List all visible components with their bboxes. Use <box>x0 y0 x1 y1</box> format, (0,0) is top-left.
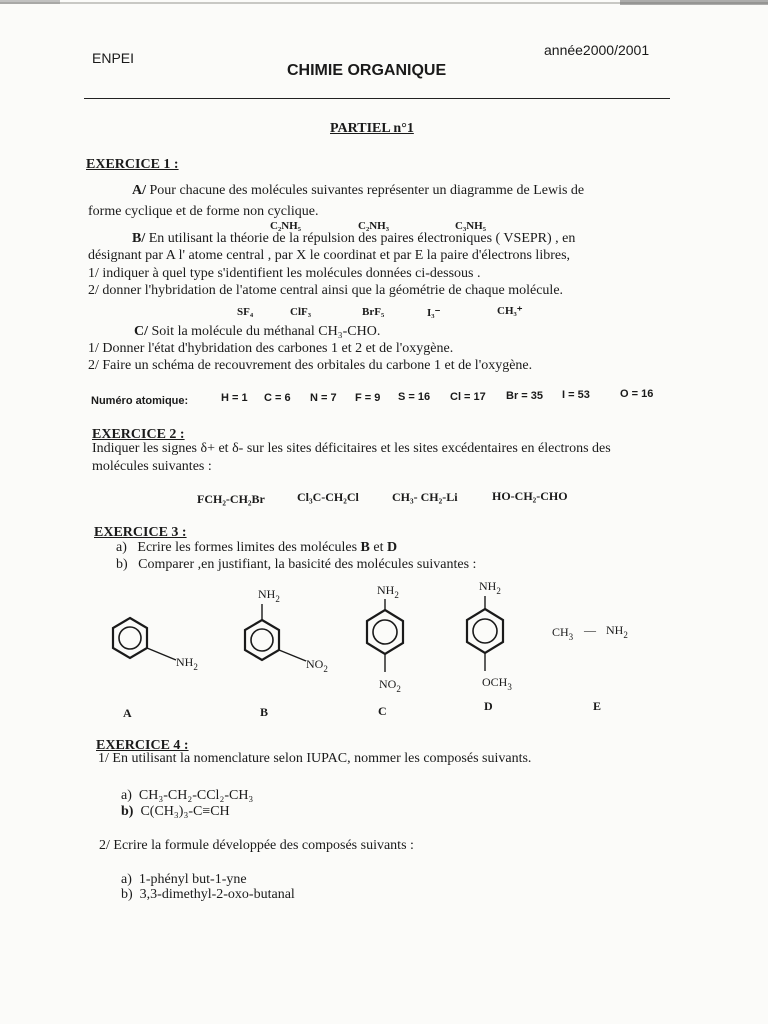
atomic-number-h: H = 1 <box>221 392 248 404</box>
ex1-title: EXERCICE 1 : <box>86 157 179 172</box>
vsepr-molecule-4: I₃⁻ <box>427 307 441 319</box>
atomic-number-br: Br = 35 <box>506 390 543 402</box>
molecule-e-bond: — <box>584 623 596 637</box>
atomic-number-o: O = 16 <box>620 388 654 400</box>
molecule-d-och3: $OCH_3$ <box>482 675 512 692</box>
benzene-ring-b <box>245 620 279 660</box>
atomic-number-i: I = 53 <box>562 389 590 401</box>
ex1-c-label: C/ <box>134 324 148 339</box>
ex1-a-line1: A/ Pour chacune des molécules suivantes représenter un diagramme de Lewis de <box>132 183 585 198</box>
ex1-b-line1: B/ En utilisant la théorie de la répulsion des paires électroniques ( VSEPR) , en <box>132 231 576 246</box>
ex1-molecule-3: C₃NH₅ <box>455 220 487 232</box>
school-year: année2000/2001 <box>544 42 650 58</box>
molecule-b-nh2: $NH_2$ <box>258 587 280 604</box>
partiel-title: PARTIEL n°1 <box>330 121 414 136</box>
ex2-molecule-1: FCH₂-CH₂Br <box>197 492 265 506</box>
ex1-b-line2: désignant par A l' atome central , par X le coordinat et par E la paire d'électrons libres, <box>88 248 571 263</box>
vsepr-molecule-3: BrF₅ <box>362 306 385 318</box>
ex2-molecule-4: HO-CH₂-CHO <box>492 489 568 503</box>
molecule-e-ch3: $CH_3$ <box>552 625 574 642</box>
ex1-b-label: B/ <box>132 231 146 246</box>
molecule-label-a: A <box>123 706 132 720</box>
atomic-number-s: S = 16 <box>398 391 431 403</box>
ex4-q1: 1/ En utilisant la nomenclature selon IUPAC, nommer les composés suivants. <box>98 751 532 766</box>
vsepr-molecule-2: ClF₃ <box>290 306 312 318</box>
ex4-q1-item-a: a) CH₃-CH₂-CCl₂-CH₃ <box>121 788 254 803</box>
ex2-molecule-2: Cl₃C-CH₂Cl <box>297 490 359 504</box>
scan-noise-strip <box>0 0 768 8</box>
header-rule <box>84 98 670 99</box>
ex1-c-line: C/ Soit la molécule du méthanal CH₃-CHO. <box>134 324 381 339</box>
ex1-b-q2: 2/ donner l'hybridation de l'atome central ainsi que la géométrie de chaque molécule. <box>88 283 564 298</box>
vsepr-molecule-5: CH₃⁺ <box>497 305 523 317</box>
page-title: CHIMIE ORGANIQUE <box>287 62 447 79</box>
molecule-e-methylamine <box>552 620 652 644</box>
ex4-q1-item-b: b) C(CH₃)₃-C≡CH <box>121 804 230 819</box>
molecule-label-b: B <box>260 705 269 719</box>
molecule-d-methoxyaniline <box>455 576 540 692</box>
ex4-title: EXERCICE 4 : <box>96 738 189 753</box>
ex4-q2-item-a: a) 1-phényl but-1-yne <box>121 872 247 887</box>
molecule-b-no2: $NO_2$ <box>306 657 328 674</box>
ex1-b-q1: 1/ indiquer à quel type s'identifient les molécules données ci-dessous . <box>88 266 481 281</box>
ex4-q2-item-b: b) 3,3-dimethyl-2-oxo-butanal <box>121 887 295 902</box>
benzene-ring-a <box>113 618 147 658</box>
ex4-q2: 2/ Ecrire la formule développée des composés suivants : <box>99 838 414 853</box>
molecule-c-nitroaniline <box>355 580 435 695</box>
ex3-title: EXERCICE 3 : <box>94 525 187 540</box>
molecule-a-nh2: $NH_2$ <box>176 655 198 672</box>
ex2-line2: molécules suivantes : <box>92 459 212 474</box>
molecule-a-aniline <box>100 610 210 670</box>
ex1-molecule-1: C₂NH₅ <box>270 220 302 232</box>
ex1-a-line2: forme cyclique et de forme non cyclique. <box>88 204 319 219</box>
atomic-number-label: Numéro atomique: <box>91 395 189 407</box>
atomic-number-c: C = 6 <box>264 392 291 404</box>
molecule-label-c: C <box>378 704 387 718</box>
ex2-line1: Indiquer les signes δ+ et δ- sur les sites déficitaires et les sites excédentaires en électrons des <box>92 441 611 456</box>
molecule-c-nh2: $NH_2$ <box>377 583 399 600</box>
ex3-qa: a) Ecrire les formes limites des molécules B et D <box>116 540 398 555</box>
ex1-c-q2: 2/ Faire un schéma de recouvrement des orbitales du carbone 1 et de l'oxygène. <box>88 358 533 373</box>
molecule-b-nitroaniline <box>232 584 352 676</box>
molecule-e-nh2: $NH_2$ <box>606 623 628 640</box>
ex1-molecule-2: C₂NH₃ <box>358 220 390 232</box>
ex2-title: EXERCICE 2 : <box>92 427 185 442</box>
molecule-label-d: D <box>484 699 493 713</box>
atomic-number-f: F = 9 <box>355 392 381 404</box>
ex1-c-q1: 1/ Donner l'état d'hybridation des carbones 1 et 2 et de l'oxygène. <box>88 341 454 356</box>
molecule-label-e: E <box>593 699 602 713</box>
ex1-a-label: A/ <box>132 183 146 198</box>
atomic-number-cl: Cl = 17 <box>450 391 486 403</box>
school-name: ENPEI <box>92 50 135 66</box>
ex2-molecule-3: CH₃- CH₂-Li <box>392 490 458 504</box>
molecule-d-nh2: $NH_2$ <box>479 579 501 596</box>
molecule-c-no2: $NO_2$ <box>379 677 401 694</box>
atomic-number-n: N = 7 <box>310 392 337 404</box>
ex3-qb: b) Comparer ,en justifiant, la basicité des molécules suivantes : <box>116 557 477 572</box>
vsepr-molecule-1: SF₄ <box>237 306 254 318</box>
